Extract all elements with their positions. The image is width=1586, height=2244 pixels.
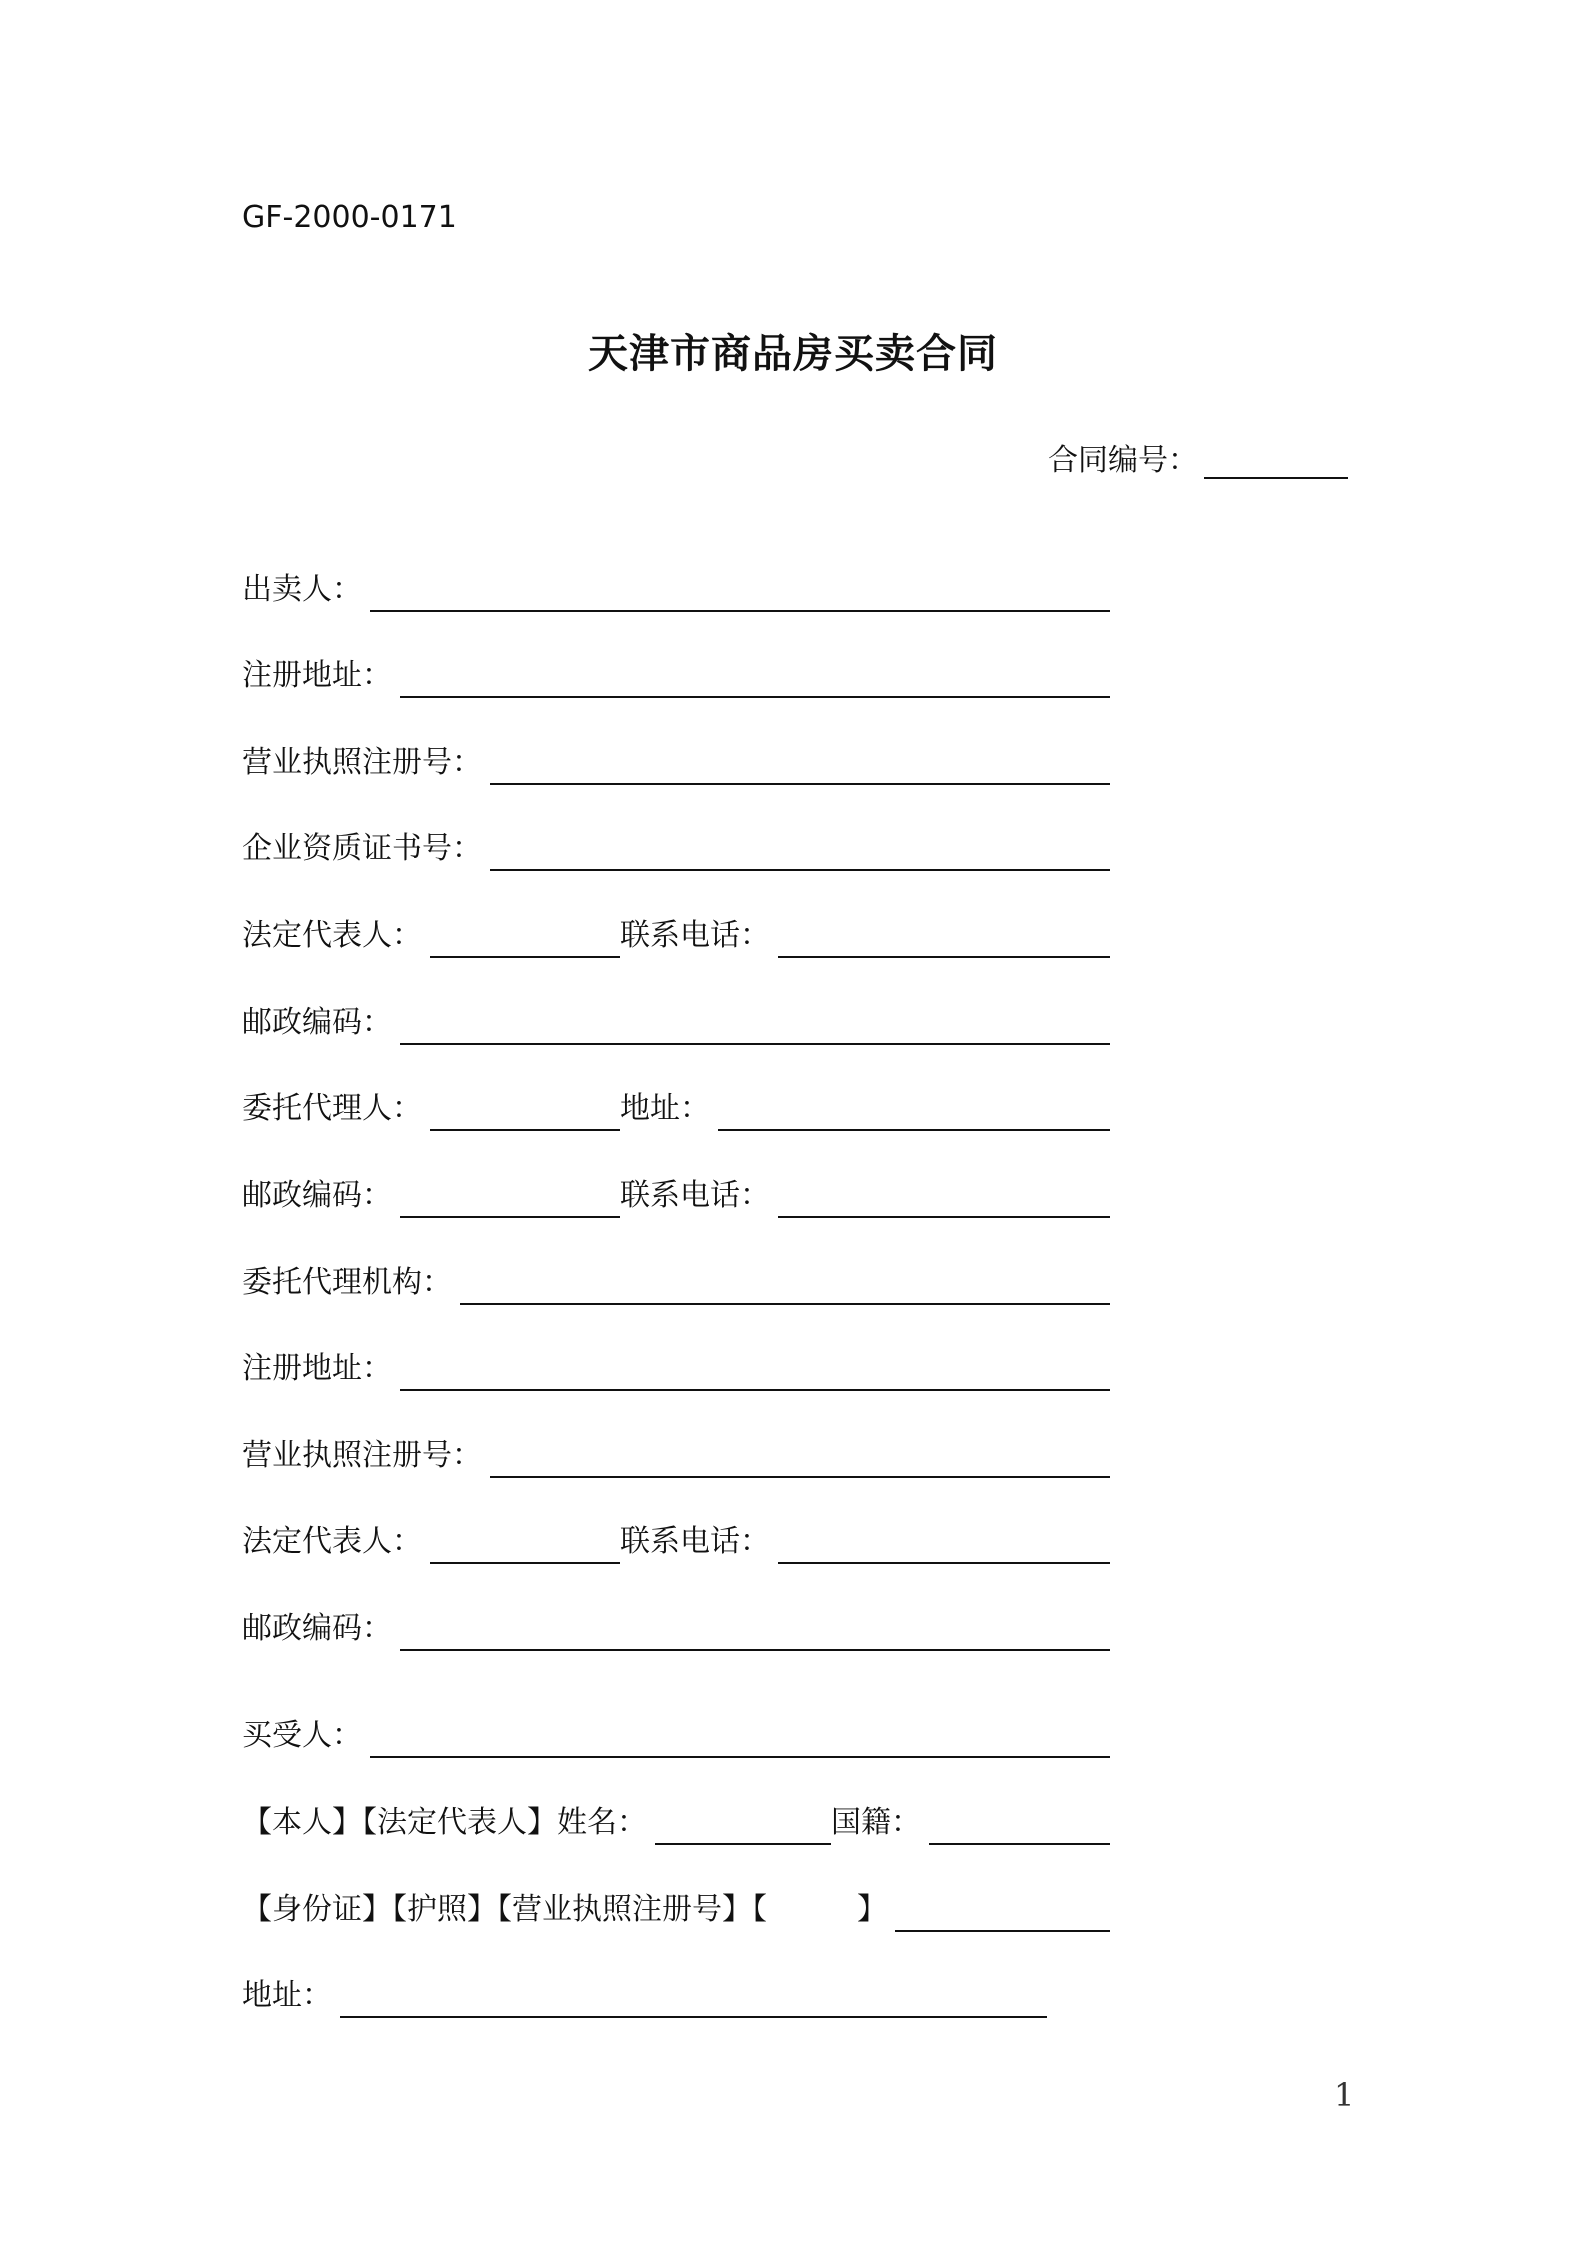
- buyer-row: [242, 1710, 1110, 1758]
- legal-rep-blank[interactable]: [430, 926, 620, 958]
- license-no-label: 营业执照注册号：: [242, 745, 482, 780]
- buyer-blank[interactable]: [370, 1726, 1110, 1758]
- form-code: GF-2000-0171: [242, 200, 457, 235]
- qualification-no-row: [242, 823, 1110, 871]
- license-no-row: [242, 737, 1110, 785]
- agent-row: [242, 1083, 1110, 1131]
- buyer-nationality-blank[interactable]: [929, 1813, 1110, 1845]
- buyer-address-blank[interactable]: [340, 1986, 1047, 2018]
- agency-license-no-label: 营业执照注册号：: [242, 1438, 482, 1473]
- legal-rep-row: [242, 910, 1110, 958]
- agent-address-blank[interactable]: [718, 1099, 1110, 1131]
- agency-phone-blank[interactable]: [778, 1532, 1110, 1564]
- legal-rep-label: 法定代表人：: [242, 918, 422, 953]
- qualification-no-label: 企业资质证书号：: [242, 831, 482, 866]
- page-number: 1: [1334, 2076, 1355, 2114]
- buyer-address-row: [242, 1970, 1047, 2018]
- seller-blank[interactable]: [370, 580, 1110, 612]
- buyer-address-label: 地址：: [242, 1978, 332, 2013]
- agent-address-label: 地址：: [620, 1091, 710, 1126]
- buyer-id-type-label: 【身份证】【护照】【营业执照注册号】【 】: [242, 1892, 887, 1927]
- agency-license-no-row: [242, 1430, 1110, 1478]
- agency-legal-rep-blank[interactable]: [430, 1532, 620, 1564]
- agent-postcode-row: [242, 1170, 1110, 1218]
- postcode-row: [242, 997, 1110, 1045]
- seller-row: [242, 564, 1110, 612]
- agent-postcode-label: 邮政编码：: [242, 1178, 392, 1213]
- buyer-nationality-label: 国籍：: [831, 1805, 921, 1840]
- buyer-id-row: [242, 1884, 1110, 1932]
- postcode-blank[interactable]: [400, 1013, 1110, 1045]
- agent-postcode-blank[interactable]: [400, 1186, 620, 1218]
- contract-number-label: 合同编号：: [1048, 443, 1198, 478]
- agency-license-no-blank[interactable]: [490, 1446, 1110, 1478]
- page-title: 天津市商品房买卖合同: [588, 331, 998, 377]
- postcode-label: 邮政编码：: [242, 1005, 392, 1040]
- agency-row: [242, 1257, 1110, 1305]
- buyer-id-blank[interactable]: [895, 1900, 1110, 1932]
- agent-phone-blank[interactable]: [778, 1186, 1110, 1218]
- agent-blank[interactable]: [430, 1099, 620, 1131]
- buyer-label: 买受人：: [242, 1718, 362, 1753]
- phone-blank[interactable]: [778, 926, 1110, 958]
- agency-legal-rep-row: [242, 1516, 1110, 1564]
- agency-postcode-row: [242, 1603, 1110, 1651]
- buyer-identity-row: [242, 1797, 1110, 1845]
- agency-label: 委托代理机构：: [242, 1265, 452, 1300]
- buyer-identity-label: 【本人】【法定代表人】姓名：: [242, 1805, 647, 1840]
- agency-reg-address-row: [242, 1343, 1110, 1391]
- license-no-blank[interactable]: [490, 753, 1110, 785]
- contract-number-blank[interactable]: [1204, 447, 1348, 479]
- contract-number-field: [1048, 435, 1348, 479]
- qualification-no-blank[interactable]: [490, 839, 1110, 871]
- agency-postcode-blank[interactable]: [400, 1619, 1110, 1651]
- agency-phone-label: 联系电话：: [620, 1524, 770, 1559]
- agent-phone-label: 联系电话：: [620, 1178, 770, 1213]
- agency-postcode-label: 邮政编码：: [242, 1611, 392, 1646]
- agency-legal-rep-label: 法定代表人：: [242, 1524, 422, 1559]
- agency-reg-address-blank[interactable]: [400, 1359, 1110, 1391]
- reg-address-blank[interactable]: [400, 666, 1110, 698]
- agency-reg-address-label: 注册地址：: [242, 1351, 392, 1386]
- reg-address-label: 注册地址：: [242, 658, 392, 693]
- agency-blank[interactable]: [460, 1273, 1110, 1305]
- buyer-name-blank[interactable]: [655, 1813, 831, 1845]
- reg-address-row: [242, 650, 1110, 698]
- seller-label: 出卖人：: [242, 572, 362, 607]
- agent-label: 委托代理人：: [242, 1091, 422, 1126]
- phone-label: 联系电话：: [620, 918, 770, 953]
